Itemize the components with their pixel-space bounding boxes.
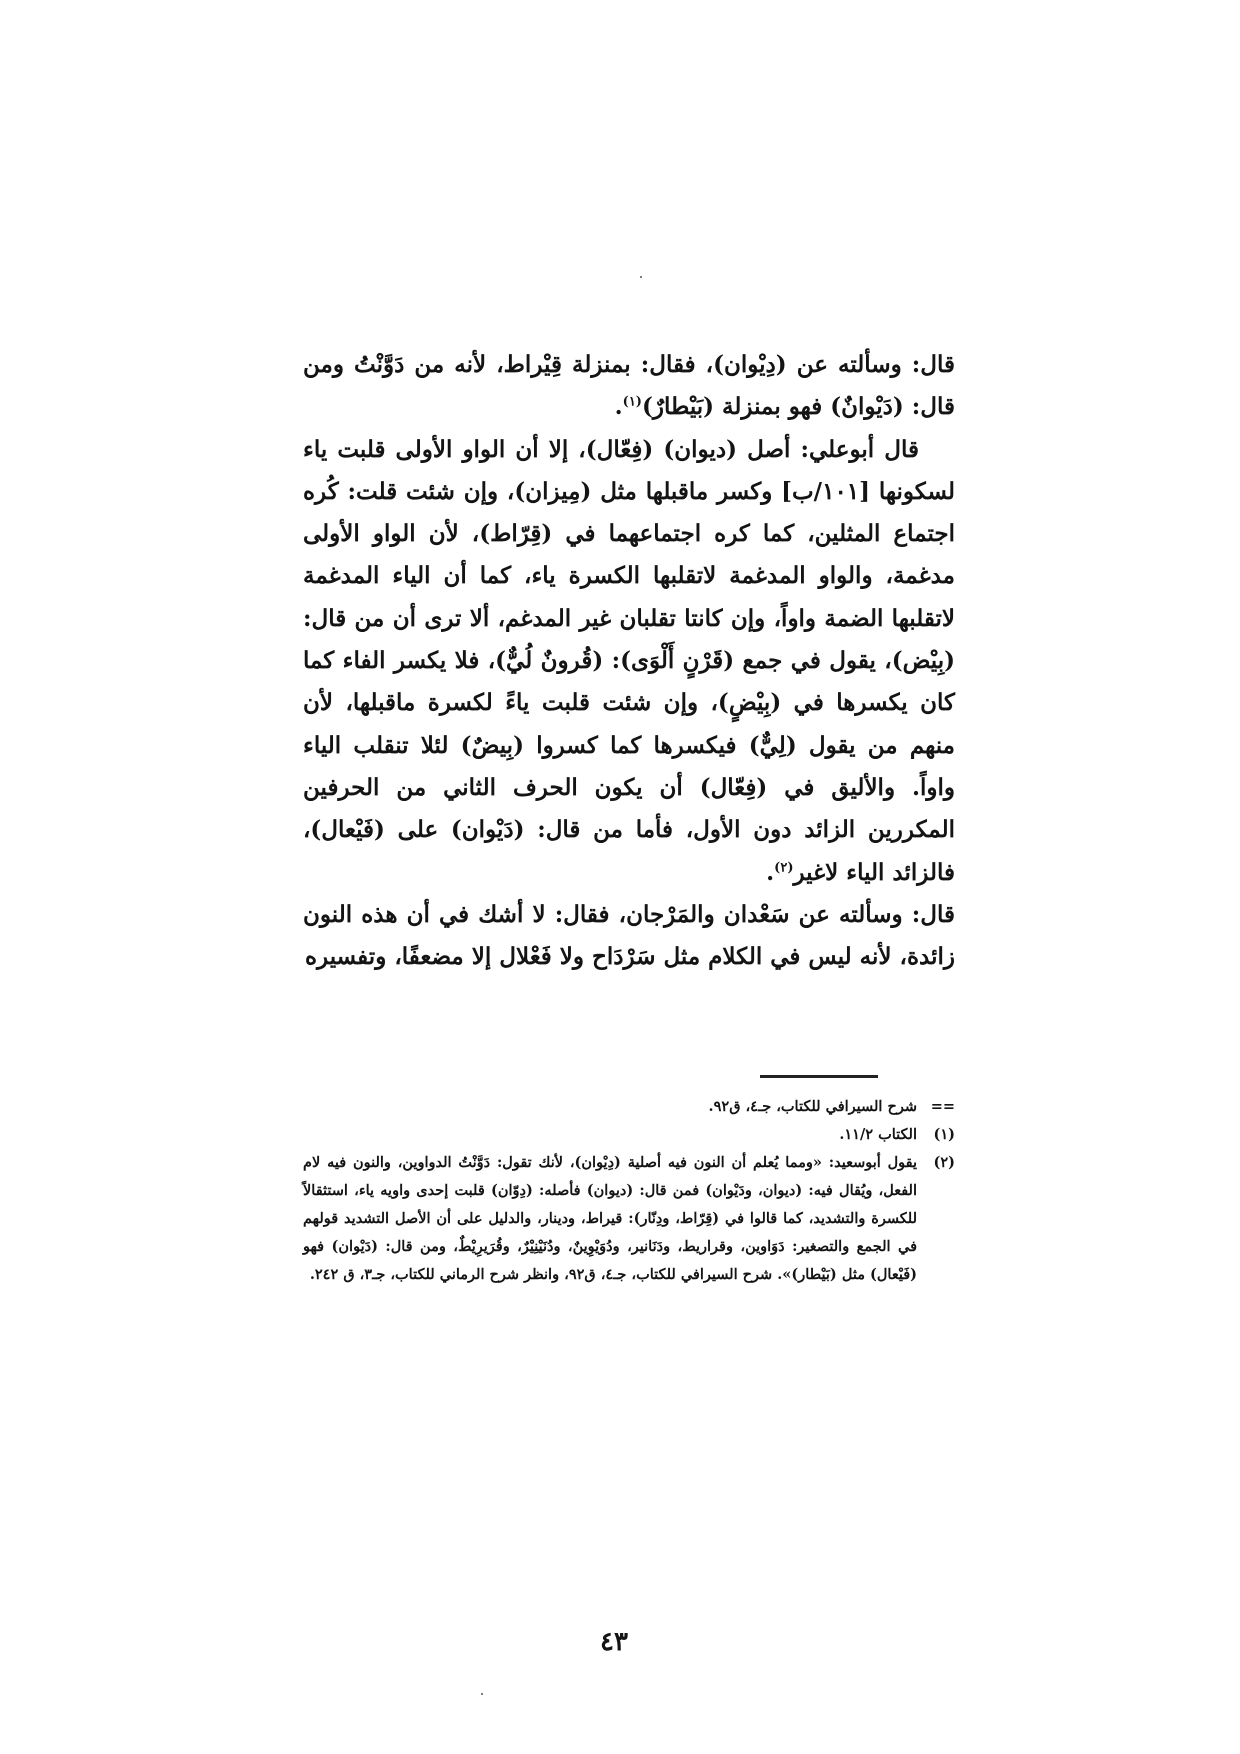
paragraph-text: وسألته عن سَعْدان والمَرْجان، فقال: لا أشك في أن هذه النون زائدة، لأنه ليس في الكلام مثل سَرْدَاح ولا فَعْلال إلا مضعفًا، وتفسيره bbox=[303, 900, 955, 971]
paragraph-2 bbox=[303, 429, 955, 894]
paragraph-lead: قال: bbox=[911, 351, 955, 378]
footnotes bbox=[303, 1093, 955, 1289]
scan-speck bbox=[640, 276, 642, 278]
footnote-2 bbox=[303, 1149, 955, 1289]
paragraph-tail: . bbox=[614, 393, 623, 421]
paragraph-3 bbox=[303, 894, 955, 979]
footnote-ref: (١) bbox=[622, 394, 642, 410]
footnote-continuation bbox=[303, 1093, 955, 1121]
footnote-ref: (٢) bbox=[774, 859, 794, 875]
footnote-1 bbox=[303, 1121, 955, 1149]
paragraph-1 bbox=[303, 344, 955, 429]
footnote-mark: (٢) bbox=[933, 1154, 955, 1171]
paragraph-tail: . bbox=[766, 858, 775, 886]
scan-speck bbox=[481, 1693, 483, 1695]
paragraph-text: وسألته عن (دِيْوان)، فقال: بمنزلة قِيْراط، لأنه من دَوَّنْتُ ومن قال: (دَيْوانٌ) فهو بمنزلة (بَيْطارٌ) bbox=[303, 351, 955, 421]
footnote-mark: == bbox=[930, 1098, 955, 1115]
paragraph-text: قال أبوعلي: أصل (ديوان) (فِعّال)، إلا أن الواو الأولى قلبت ياء لسكونها [١٠١/ب] وكسر ماقبلها مثل (مِيزان)، وإن شئت قلت: كُره اجتماع المثلين، كما كره اجتماعهما في (قِرّاط)، لأن الواو الأولى مدغمة، والواو المدغمة لاتقلبها الكسرة ياء، كما أن الياء المدغمة لاتقلبها الضمة واواً، وإن كانتا تقلبان غير المدغم، ألا ترى أن من قال: (بِيْض)، يقول في جمع (قَرْنٍ أَلْوَى): (قُرونٌ لُيٌّ)، فلا يكسر الفاء كما كان يكسرها في (بِيْضٍ)، وإن شئت قلبت ياءً لكسرة ماقبلها، لأن منهم من يقول (لِيٌّ) فيكسرها كما كسروا (بِيضٌ) لئلا تنقلب الياء واواً. والأليق في (فِعّال) أن يكون الحرف الثاني من الحرفين المكررين الزائد دون الأول، فأما من قال: (دَيْوان) على (فَيْعال)، فالزائد الياء لاغير bbox=[303, 435, 956, 886]
page-number: ٤٣ bbox=[600, 1627, 628, 1657]
main-text bbox=[303, 344, 955, 978]
footnote-text: شرح السيرافي للكتاب، جـ٤، ق٩٢. bbox=[708, 1098, 917, 1115]
footnote-text: يقول أبوسعيد: «ومما يُعلم أن النون فيه أصلية (دِيْوان)، لأنك تقول: دَوَّنْتُ الدواوين، والنون فيه لام الفعل، ويُقال فيه: (ديوان، ودَيْوان) فمن قال: (ديوان) فأصله: (دِوّان) قلبت إحدى واويه ياء، استثقالاً للكسرة والتشديد، كما قالوا في (قِرّاط، ودِنّار): قيراط، ودينار، والدليل على أن الأصل التشديد قولهم في الجمع والتصغير: دَوَاوين، وقراريط، ودَنَانير، ودُوَيْوِينٌ، ودُنَيْنِيْرٌ، وقُرَيرِيْطٌ، ومن قال: (دَيْوان) فهو (فَيْعال) مثل (بَيْطار)». شرح السيرافي للكتاب، جـ٤، ق٩٢، وانظر شرح الرماني للكتاب، جـ٣، ق ٢٤٢. bbox=[303, 1154, 917, 1283]
paragraph-lead: قال: bbox=[911, 900, 955, 928]
footnote-separator bbox=[760, 1075, 878, 1078]
footnote-text: الكتاب ١١/٢. bbox=[839, 1126, 917, 1143]
footnote-mark: (١) bbox=[933, 1126, 955, 1143]
